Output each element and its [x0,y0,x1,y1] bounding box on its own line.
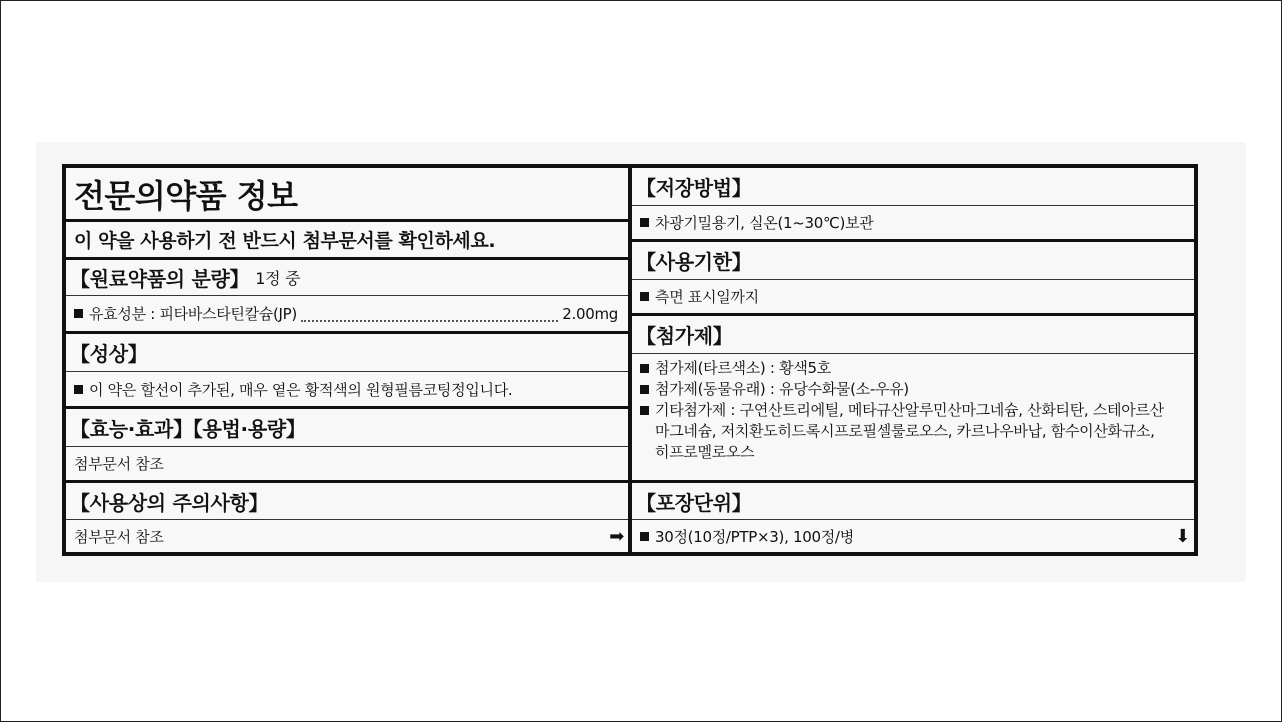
efficacy-row [66,447,628,483]
page-title [66,168,628,222]
bullet-square-icon [74,385,83,394]
bullet-square-icon [640,406,649,415]
additive-text: 기타첨가제 : 구연산트리에틸, 메타규산알루민산마그네슘, 산화티탄, 스테아르산 [655,401,1164,419]
expiry-header [632,242,1194,280]
expiry-row [632,280,1194,316]
storage-header [632,168,1194,206]
storage-heading: 【저장방법】 [636,176,752,200]
ingredients-header [66,260,628,296]
additive-text: 히프로멜로오스 [655,443,755,461]
bullet-square-icon [640,218,649,227]
expiry-heading: 【사용기한】 [636,250,752,274]
packaging-heading: 【포장단위】 [636,490,752,515]
page-title-text: 전문의약품 정보 [74,176,298,215]
appearance-header [66,334,628,372]
ingredients-note: 1정 중 [255,269,301,288]
additive-item [640,379,1190,400]
expiry-text: 측면 표시일까지 [655,288,759,306]
additive-continuation [640,421,1190,442]
bullet-square-icon [640,292,649,301]
additives-header [632,316,1194,354]
bullet-square-icon [640,385,649,394]
packaging-text: 30정(10정/PTP×3), 100정/병 [655,527,854,546]
caution-heading: 【사용상의 주의사항】 [70,490,269,515]
storage-row [632,206,1194,242]
additive-text: 첨가제(동물유래) : 유당수화물(소-우유) [655,380,909,398]
bullet-square-icon [640,532,649,541]
ingredient-row [66,296,628,334]
efficacy-heading: 【효능·효과】【용법·용량】 [70,417,306,441]
caution-row [66,520,628,552]
ingredient-name: 유효성분 : 피타바스타틴칼슘(JP) [89,305,297,323]
storage-text: 차광기밀용기, 실온(1~30℃)보관 [655,214,874,232]
additives-list [632,354,1194,483]
arrow-down-icon: ⬇ [1175,525,1190,547]
appearance-text: 이 약은 할선이 추가된, 매우 옅은 황적색의 원형필름코팅정입니다. [89,380,513,399]
caution-text: 첨부문서 참조 [74,527,164,546]
dotted-leader [301,320,558,322]
caution-header [66,483,628,520]
bullet-square-icon [74,309,83,318]
bullet-square-icon [640,364,649,373]
page-subtitle-text: 이 약을 사용하기 전 반드시 첨부문서를 확인하세요. [74,230,496,252]
additive-item [640,400,1190,421]
additive-item [640,358,1190,379]
page-subtitle [66,222,628,260]
efficacy-text: 첨부문서 참조 [74,455,164,473]
arrow-right-icon: ➡ [609,525,624,547]
packaging-header [632,483,1194,520]
appearance-heading: 【성상】 [70,342,148,366]
efficacy-header [66,409,628,447]
additive-text: 마그네슘, 저치환도히드록시프로필셀룰로오스, 카르나우바납, 함수이산화규소, [655,422,1155,440]
additives-heading: 【첨가제】 [636,324,733,348]
ingredients-heading: 【원료약품의 분량】 [70,267,250,291]
appearance-row [66,372,628,409]
additive-text: 첨가제(타르색소) : 황색5호 [655,359,831,377]
ingredient-amount: 2.00mg [562,304,618,323]
additive-continuation [640,442,1190,463]
packaging-row [632,520,1194,552]
